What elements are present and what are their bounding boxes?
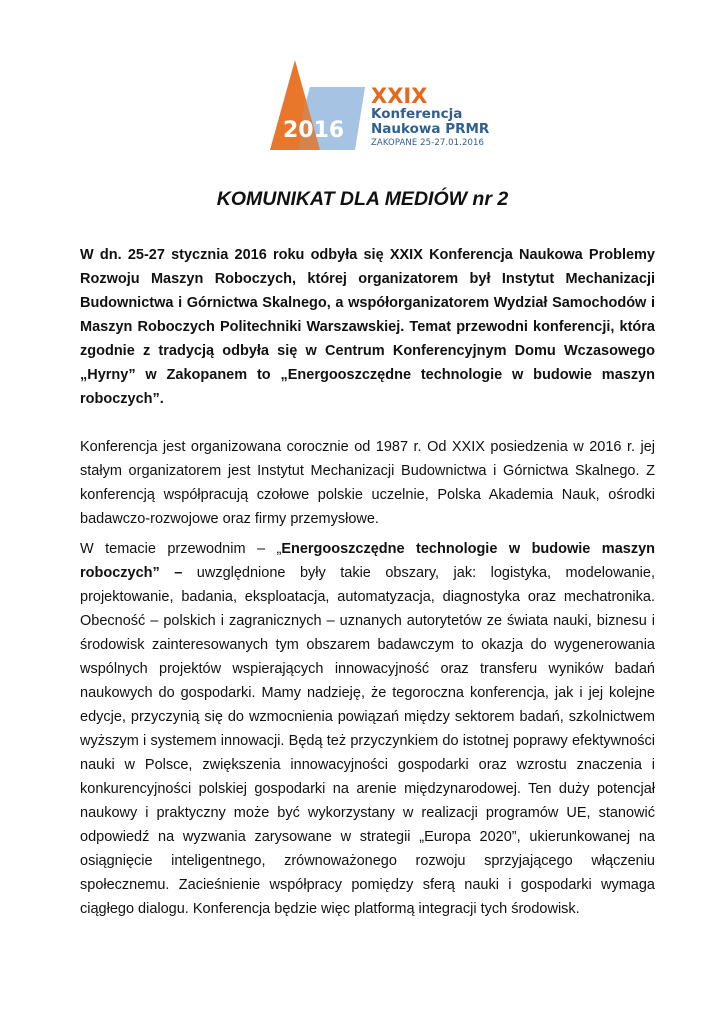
document-body (80, 243, 655, 921)
document-title: KOMUNIKAT DLA MEDIÓW nr 2 (216, 188, 509, 210)
logo-text-block (371, 86, 501, 148)
logo-line-naukowa: Naukowa PRMR (371, 121, 490, 137)
logo-year: 2016 (283, 118, 345, 143)
main-topic-paragraph (80, 537, 655, 921)
lead-paragraph: W dn. 25-27 stycznia 2016 roku odbyła się XXIX Konferencja Naukowa Problemy Rozwoju Maszyn Roboczych, której organizatorem był Instytut Mechanizacji Budownictwa i Górnictwa Skalnego, a współorganizatorem Wydział Samochodów i Maszyn Roboczych Politechniki Warszawskiej. Temat przewodni konferencji, która zgodnie z tradycją odbyła się w Centrum Konferencyjnym Domu Wczasowego „Hyrny” w Zakopanem to „Energooszczędne technologie w budowie maszyn roboczych”. (80, 247, 655, 407)
main-topic-rest: uwzględnione były takie obszary, jak: logistyka, modelowanie, projektowanie, badania, eksploatacja, automatyzacja, diagnostyka oraz mechatronika. Obecność – polskich i zagranicznych – uznanych autorytetów ze świata nauki, biznesu i środowisk zainteresowanych tym obszarem badawczym to okazja do wygenerowania wspólnych projektów wspierających innowacyjność oraz transferu wyników badań naukowych do gospodarki. Mamy nadzieję, że tegoroczna konferencja, jak i jej kolejne edycje, przyczynią się do wzmocnienia powiązań między sektorem badań, szkolnictwem wyższym i systemem innowacji. Będą też przyczynkiem do istotnej poprawy efektywności nauki w Polsce, zwiększenia innowacyjności gospodarki oraz wzrostu znaczenia i konkurencyjności polskiej gospodarki na arenie międzynarodowej. Ten duży potencjał naukowy i praktyczny może być wykorzystany w realizacji programów UE, stanowić odpowiedź na wyzwania zarysowane w strategii „Europa 2020”, ukierunkowanej na osiągnięcie inteligentnego, zrównoważonego rozwoju sprzyjającego włączeniu społecznemu. Zacieśnienie współpracy pomiędzy sferą nauki i gospodarki wymaga ciągłego dialogu. Konferencja będzie więc platformą integracji tych środowisk. (80, 565, 655, 917)
main-topic-lead: W temacie przewodnim – „ (80, 541, 282, 557)
logo-line-konferencja: Konferencja (371, 106, 463, 122)
logo-roman-numeral: XXIX (371, 84, 428, 108)
main-topic-bold: Energooszczędne technologie w budowie maszyn roboczych” – (80, 541, 656, 581)
history-paragraph: Konferencja jest organizowana corocznie od 1987 r. Od XXIX posiedzenia w 2016 r. jej stałym organizatorem jest Instytut Mechanizacji Budownictwa i Górnictwa Skalnego. Z konferencją współpracują czołowe polskie uczelnie, Polska Akademia Nauk, ośrodki badawczo-rozwojowe oraz firmy przemysłowe. (80, 439, 655, 527)
logo-place-date: ZAKOPANE 25-27.01.2016 (371, 138, 485, 148)
conference-logo (270, 60, 490, 160)
